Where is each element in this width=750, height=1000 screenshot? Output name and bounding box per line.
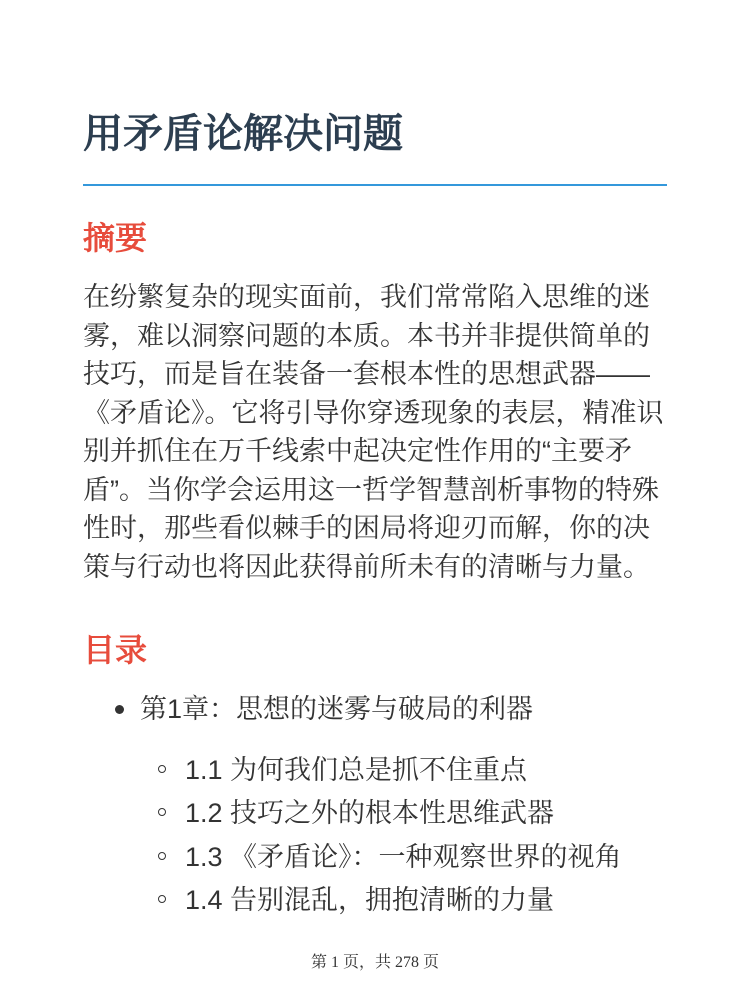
toc-sublist (140, 751, 667, 920)
toc-item-label: 1.4 告别混乱，拥抱清晰的力量 (185, 885, 555, 915)
toc-item-label: 1.1 为何我们总是抓不住重点 (185, 754, 528, 785)
toc-item-1-1 (140, 751, 667, 790)
abstract-heading: 摘要 (83, 220, 148, 256)
toc-chapter-1 (83, 690, 667, 920)
circle-bullet-icon (158, 852, 166, 860)
circle-bullet-icon (158, 808, 166, 816)
page-number-indicator: 第 1 页，共 278 页 (310, 954, 439, 971)
disc-bullet-icon (115, 705, 124, 714)
toc-item-label: 1.3 《矛盾论》：一种观察世界的视角 (185, 841, 622, 872)
abstract-paragraph: 在纷繁复杂的现实面前，我们常常陷入思维的迷雾，难以洞察问题的本质。本书并非提供简单的技巧，而是旨在装备一套根本性的思想武器——《矛盾论》。它将引导你穿透现象的表层，精准识别并抓住在万千线索中起决定性作用的“主要矛盾”。当你学会运用这一哲学智慧剖析事物的特殊性时，那些看似棘手的困局将迎刃而解，你的决策与行动也将因此获得前所未有的清晰与力量。 (83, 282, 664, 582)
toc-item-1-4 (140, 881, 667, 920)
toc-heading: 目录 (83, 632, 148, 668)
title-divider (83, 184, 667, 186)
toc-item-label: 1.2 技巧之外的根本性思维武器 (185, 798, 555, 828)
toc-chapter-label: 第1章：思想的迷雾与破局的利器 (140, 694, 534, 724)
circle-bullet-icon (158, 765, 166, 773)
toc-item-1-3 (140, 838, 667, 877)
circle-bullet-icon (158, 895, 166, 903)
page-title: 用矛盾论解决问题 (83, 112, 403, 156)
toc-item-1-2 (140, 794, 667, 833)
toc-list (83, 690, 667, 920)
